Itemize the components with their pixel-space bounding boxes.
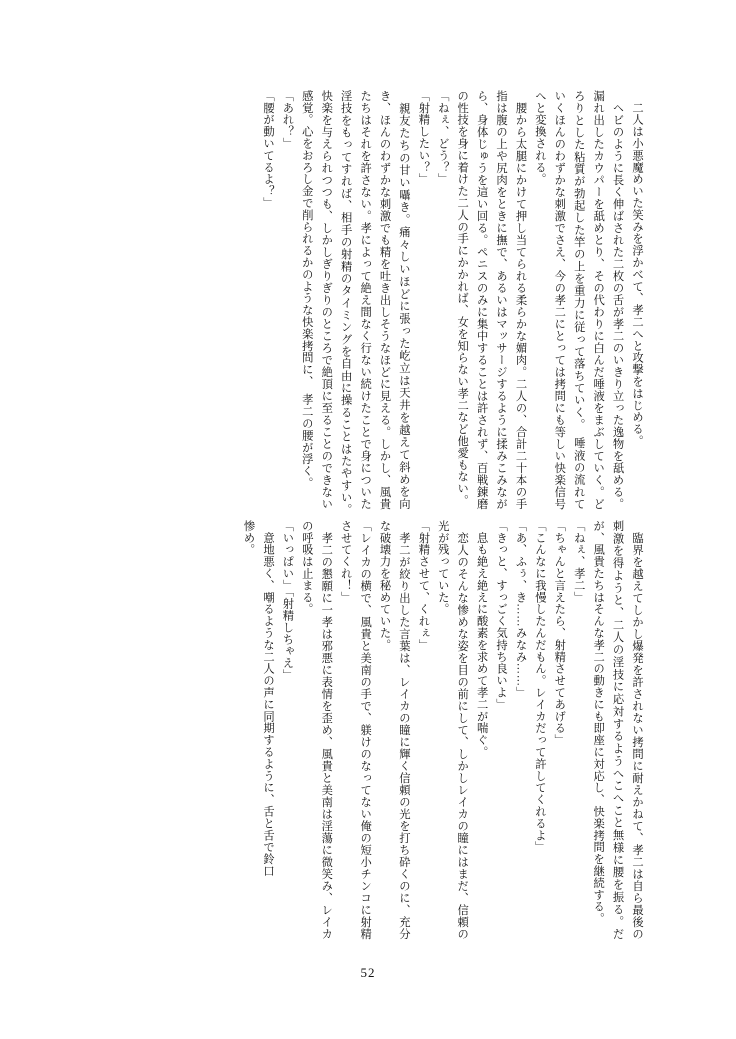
paragraph: 「射精させて、くれぇ」	[417, 520, 430, 651]
text-block-upper	[86, 90, 646, 522]
paragraph: 「腰が動いてるよ？」	[261, 90, 274, 209]
paragraph: 恋人のそんな惨めな姿を目の前にして、しかしレイカの瞳にはまだ、信頼の光が残っていた。	[436, 520, 469, 940]
page-number: 52	[360, 965, 376, 980]
paragraph: 「いっぱい」「射精しちゃえ」	[281, 520, 294, 681]
paragraph: 「あ、ふぅ、き……みなみ……」	[514, 520, 527, 699]
paragraph: 「ねぇ、孝二」	[572, 520, 585, 604]
paragraph: 「射精したい？」	[417, 90, 430, 186]
paragraph: 「あれ？」	[281, 90, 294, 150]
paragraph: 惨め。	[242, 520, 255, 556]
paragraph: 意地悪く、嘲るような二人の声に同期するように、舌と舌で鈴口	[261, 520, 274, 877]
paragraph: 「ちゃんと言えたら、射精させてあげる」	[553, 520, 566, 747]
paragraph: ヘビのように長く伸ばされた二枚の舌が孝二のいきり立った逸物を舐める。漏れ出したカウパーを舐めとり、その代わりに白んだ唾液をまぶしていく。どろりとした粘質が勃起した竿の上を重力に従って落ちていく。 唾液の流れていくほんのわずかな刺激でさえ、今の孝二にとっては拷問にも等しい快楽信号へと変換される。	[533, 90, 624, 510]
paragraph: 息も絶え絶えに酸素を求めて孝二が喘ぐ。	[475, 520, 488, 758]
paragraph: 「こんなに我慢したんだもん。レイカだって許してくれるよ」	[533, 520, 546, 854]
paragraph: 臨界を越えてしかし爆発を許されない拷問に耐えかねて、孝二は自ら最後の刺激を得ようと、二人の淫技に応対するようへこへこと無様に腰を振る。だが、風貴たちはそんな孝二の動きにも即座に対応し、快楽拷問を継続する。	[592, 520, 643, 940]
paragraph: 腰から太腿にかけて押し当てられる柔らかな媚肉。二人の、合計二十本の手指は腹の上や尻肉をときに撫で、あるいはマッサージするように揉みこみながら、身体じゅうを這い回る。ペニスのみに集中することは許されず、百戦錬磨の性技を身に着けた二人の手にかかれば、女を知らない孝二など他愛もない。	[456, 90, 527, 510]
paragraph: 孝二の懇願に一孝は邪悪に表情を歪め、風貴と美南は淫蕩に微笑み、レイカの呼吸は止まる。	[300, 520, 333, 940]
paragraph: 「ねぇ、どう？」	[436, 90, 449, 186]
paragraph: 「きっと、すっごく気持ち良いよ」	[495, 520, 508, 711]
paragraph: 孝二が絞り出した言葉は、レイカの瞳に輝く信頼の光を打ち砕くのに、充分な破壊力を秘めていた。	[378, 520, 410, 940]
paragraph: 親友たちの甘い囁き。痛々しいほどに張った屹立は天井を越えて斜めを向き、ほんのわずかな刺激でも精を吐き出しそうなほどに見える。しかし、風貴たちはそれを許さない。孝によって絶え間なく行ない続けたことで身についた淫技をもってすれば、相手の射精のタイミングを自由に操ることはたやすい。 快楽を与えられつつも、しかしぎりぎりのところで絶頂に至ることのできない感覚。心をおろし金で削られるかのような快楽拷問に、 孝二の腰が浮く。	[300, 90, 410, 522]
text-block-lower	[86, 520, 646, 940]
paragraph: 二人は小悪魔めいた笑みを浮かべて、孝二へと攻撃をはじめる。	[631, 90, 643, 447]
paragraph: 「レイカの横で、風貴と美南の手で、躾けのなってない俺の短小チンコに射精させてくれ！」	[339, 520, 372, 940]
